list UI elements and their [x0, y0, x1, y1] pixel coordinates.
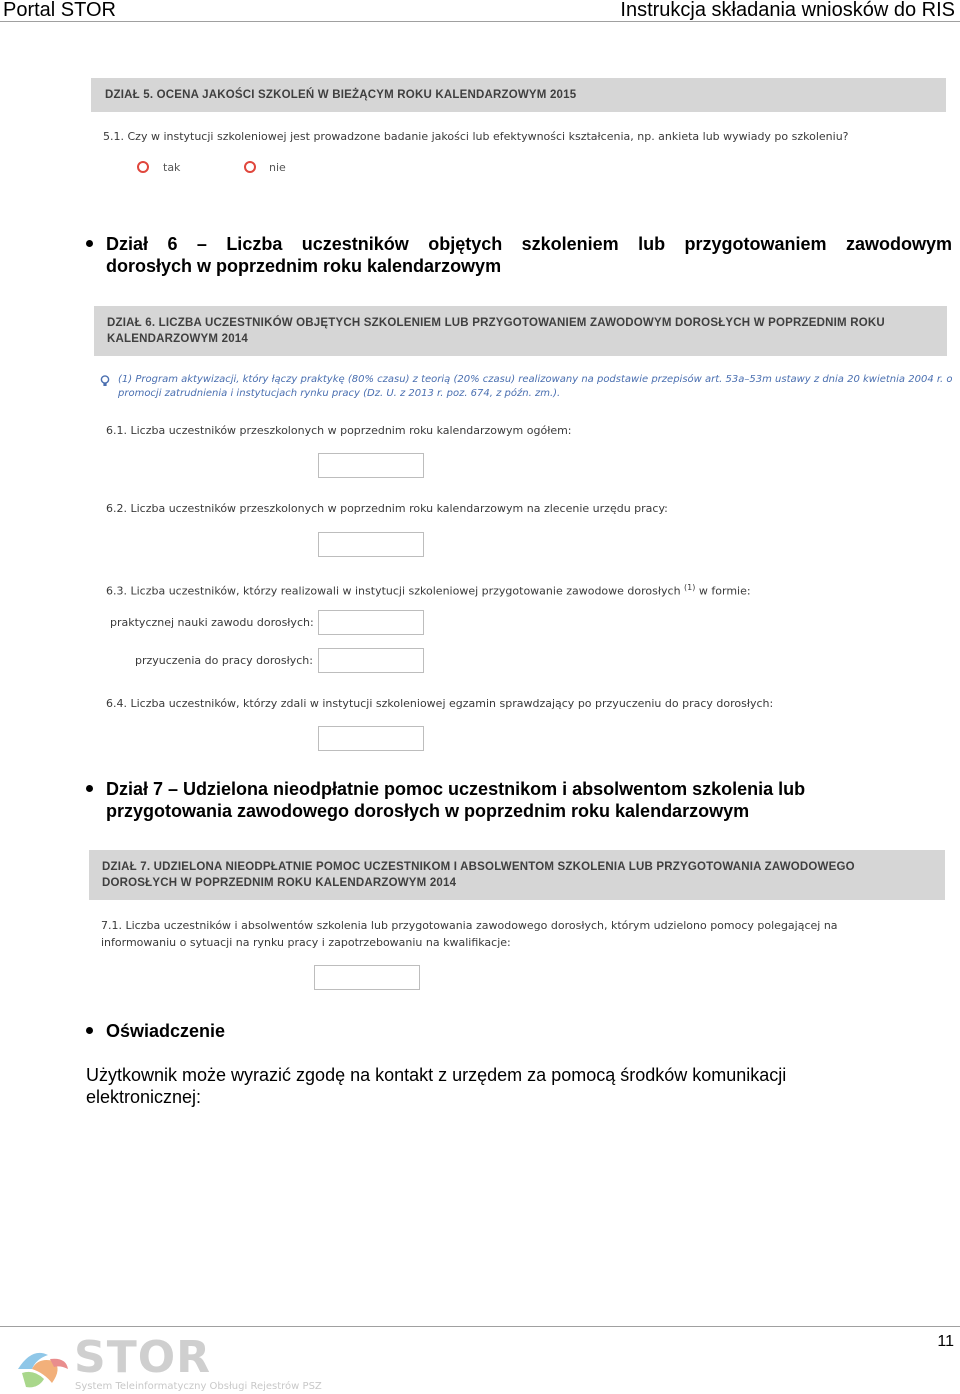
section5-band — [91, 78, 946, 112]
section6-band-line1: DZIAŁ 6. LICZBA UCZESTNIKÓW OBJĘTYCH SZKOLENIEM LUB PRZYGOTOWANIEM ZAWODOWYM DOROSŁYCH W POPRZEDNIM ROKU — [107, 317, 885, 329]
question-6-4: 6.4. Liczba uczestników, którzy zdali w instytucji szkoleniowej egzamin sprawdzający po przyuczeniu do pracy dorosłych: — [106, 697, 774, 710]
question-6-3-tail: w formie: — [698, 584, 751, 598]
input-6-1[interactable] — [318, 453, 424, 478]
input-6-4[interactable] — [318, 726, 424, 751]
bullet7-line1: Dział 7 – Udzielona nieodpłatnie pomoc uczestnikom i absolwentom szkolenia lub — [106, 779, 806, 799]
radio-no[interactable] — [244, 161, 256, 173]
note-line2: promocji zatrudnienia i instytucjach rynku pracy (Dz. U. z 2013 r. poz. 674, z późn. zm.). — [118, 388, 561, 399]
logo-subtitle: System Teleinformatyczny Obsługi Rejestrów PSZ — [75, 1381, 322, 1392]
question-6-3-text: 6.3. Liczba uczestników, którzy realizowali w instytucji szkoleniowej przygotowanie zawodowe dorosłych — [106, 584, 681, 598]
bullet-dot-6 — [86, 240, 93, 247]
bullet-dot-8 — [86, 1027, 93, 1034]
question-6-2: 6.2. Liczba uczestników przeszkolonych w poprzednim roku kalendarzowym na zlecenie urzędu pracy: — [106, 502, 668, 515]
label-6-3a: praktycznej nauki zawodu dorosłych: — [110, 616, 314, 629]
bulb-icon — [100, 374, 110, 386]
input-6-2[interactable] — [318, 532, 424, 557]
question-6-1: 6.1. Liczba uczestników przeszkolonych w poprzednim roku kalendarzowym ogółem: — [106, 424, 572, 437]
stor-logo-icon — [14, 1339, 70, 1391]
section7-band-line2: DOROSŁYCH W POPRZEDNIM ROKU KALENDARZOWYM 2014 — [102, 877, 457, 889]
input-6-3a[interactable] — [318, 610, 424, 635]
page-footer — [0, 1326, 960, 1394]
section7-band — [89, 850, 945, 900]
bullet8-title: Oświadczenie — [106, 1021, 226, 1041]
bullet7-line2: przygotowania zawodowego dorosłych w poprzednim roku kalendarzowym — [106, 801, 750, 821]
section6-band-line2: KALENDARZOWYM 2014 — [107, 333, 248, 345]
logo-text: STOR — [74, 1332, 211, 1383]
radio-no-label: nie — [269, 161, 286, 174]
question-7-1-line1: 7.1. Liczba uczestników i absolwentów szkolenia lub przygotowania zawodowego dorosłych, którym udzielono pomocy polegającej na — [101, 919, 838, 932]
input-7-1[interactable] — [314, 965, 420, 990]
radio-yes[interactable] — [137, 161, 149, 173]
question-6-3 — [106, 580, 751, 599]
bullet6-line1: Dział 6 – Liczba uczestników objętych szkoleniem lub przygotowaniem zawodowym — [106, 234, 952, 254]
question-5-1: 5.1. Czy w instytucji szkoleniowej jest prowadzone badanie jakości lub efektywności kształcenia, np. ankieta lub wywiady po szkoleniu? — [103, 130, 849, 143]
consent-paragraph-line1: Użytkownik może wyrazić zgodę na kontakt z urzędem za pomocą środków komunikacji — [86, 1065, 787, 1085]
question-7-1-line2: informowaniu o sytuacji na rynku pracy i zapotrzebowaniu na kwalifikacje: — [101, 936, 511, 949]
section6-band — [94, 306, 947, 356]
section5-band-title: DZIAŁ 5. OCENA JAKOŚCI SZKOLEŃ W BIEŻĄCYM ROKU KALENDARZOWYM 2015 — [105, 89, 577, 101]
question-6-3-footnote: (1) — [684, 583, 696, 592]
note-line1: (1) Program aktywizacji, który łączy praktykę (80% czasu) z teorią (20% czasu) realizowany na podstawie przepisów art. 53a–53m ustawy z dnia 20 kwietnia 2004 r. o — [118, 374, 953, 385]
input-6-3b[interactable] — [318, 648, 424, 673]
radio-yes-label: tak — [163, 161, 181, 174]
label-6-3b: przyuczenia do pracy dorosłych: — [135, 654, 313, 667]
header-right-title: Instrukcja składania wniosków do RIS — [620, 0, 955, 21]
bullet-dot-7 — [86, 785, 93, 792]
header-left-title: Portal STOR — [3, 0, 116, 21]
page-header — [0, 0, 960, 22]
bullet6-line2: dorosłych w poprzednim roku kalendarzowym — [106, 256, 502, 276]
page-number: 11 — [937, 1333, 954, 1350]
consent-paragraph-line2: elektronicznej: — [86, 1087, 202, 1107]
section7-band-line1: DZIAŁ 7. UDZIELONA NIEODPŁATNIE POMOC UCZESTNIKOM I ABSOLWENTOM SZKOLENIA LUB PRZYGOTOWANIA ZAWODOWEGO — [102, 861, 855, 873]
